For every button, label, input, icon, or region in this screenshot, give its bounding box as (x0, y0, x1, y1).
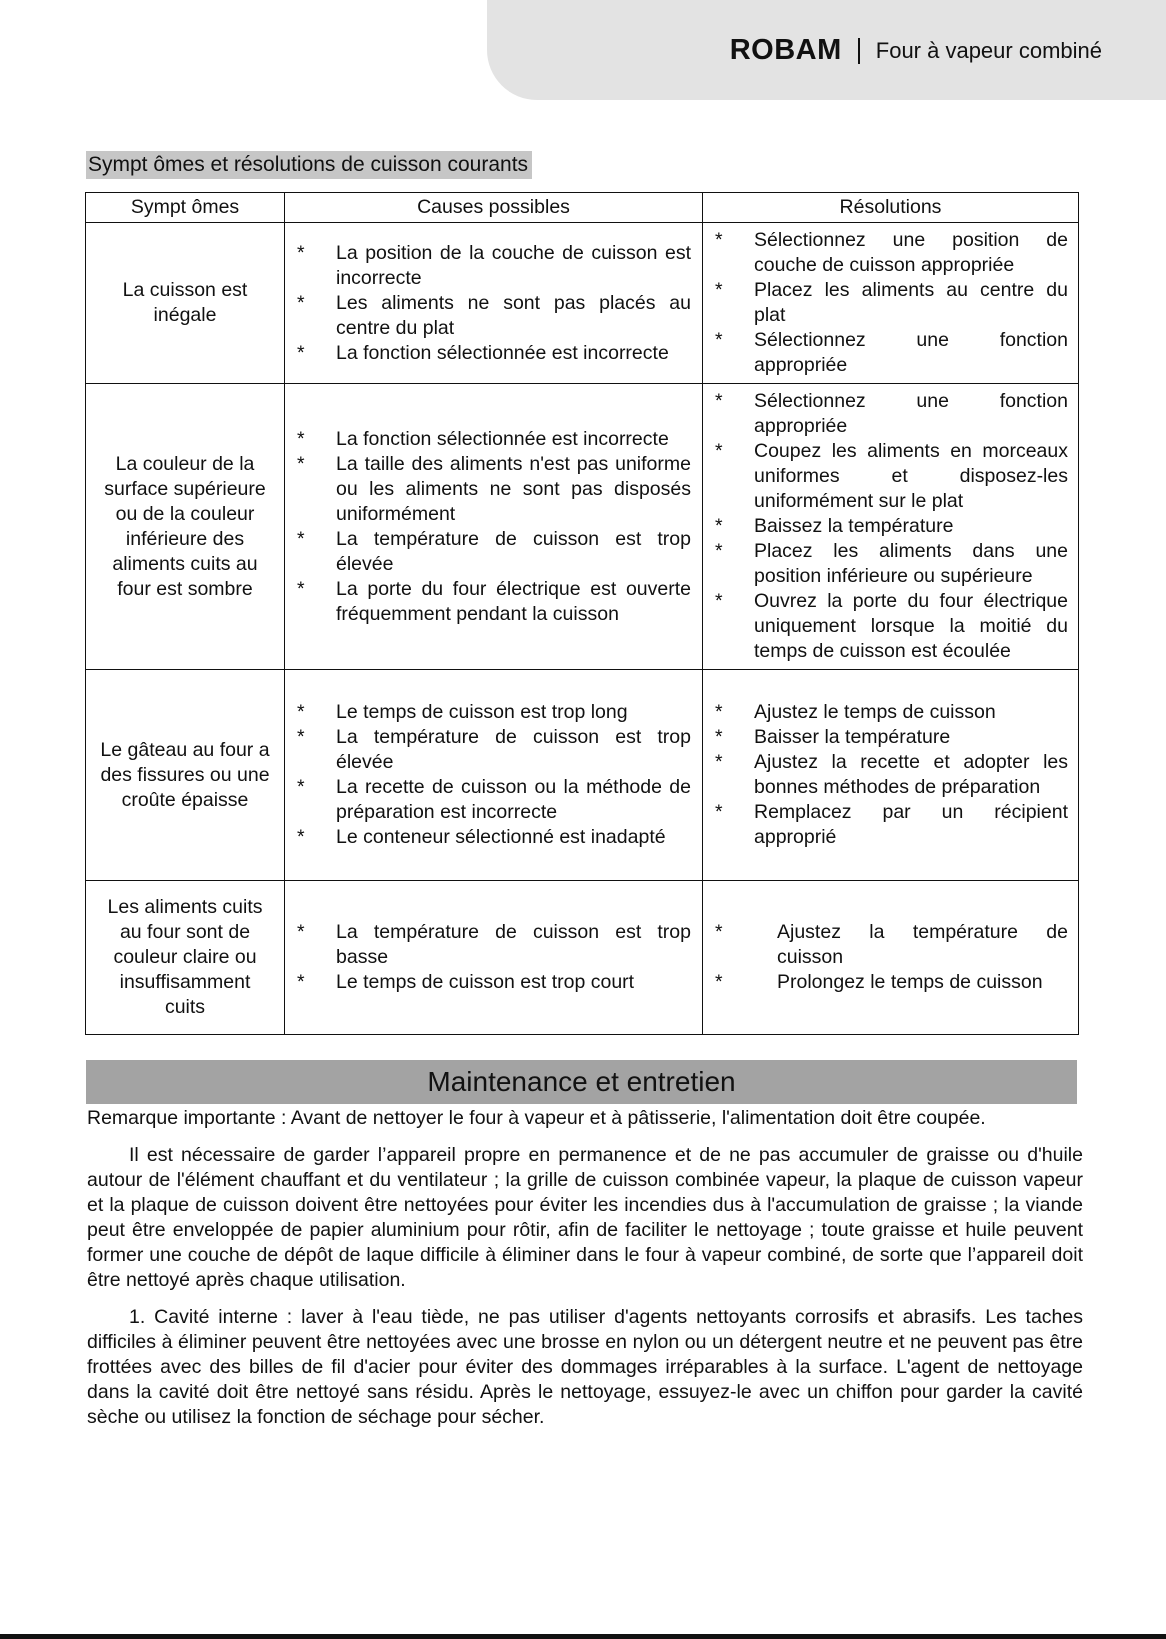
maintenance-paragraph-1: Il est nécessaire de garder l’appareil propre en permanence et de ne pas accumuler de graisse ou d'huile autour de l'élément chauffant et du ventilateur ; la grille de cuisson combinée vapeur, la plaque de cuisson vapeur et la plaque de cuisson doivent être nettoyées pour éviter les incendies dus à l'accumulation de graisse ; la viande peut être enveloppée de papier aluminium pour rôtir, afin de faciliter le nettoyage ; toute graisse et huile peuvent former une couche de dépôt de laque difficile à éliminer dans le four à vapeur combiné, de sorte que l’appareil doit être nettoyé après chaque utilisation. (87, 1144, 1083, 1291)
cause-text: Le temps de cuisson est trop court (336, 971, 635, 993)
product-name: Four à vapeur combiné (875, 37, 1102, 63)
list-item (297, 700, 691, 725)
bullet-asterisk: * (715, 921, 723, 943)
list-item (297, 527, 691, 577)
bullet-asterisk: * (715, 590, 723, 612)
resolution-text: Ouvrez la porte du four électrique uniquement lorsque la moitié du temps de cuisson est écoulée (754, 590, 1068, 662)
bullet-asterisk: * (715, 279, 723, 301)
bullet-asterisk: * (715, 726, 723, 748)
resolution-text: Ajustez la recette et adopter les bonnes méthodes de préparation (754, 751, 1068, 798)
brand-header (730, 34, 1102, 67)
maintenance-note: Remarque importante : Avant de nettoyer le four à vapeur et à pâtisserie, l'alimentation doit être coupée. (87, 1107, 986, 1129)
list-item (297, 725, 691, 775)
bullet-asterisk: * (715, 329, 723, 351)
resolution-text: Baisser la température (754, 726, 951, 748)
cause-text: La porte du four électrique est ouverte fréquemment pendant la cuisson (336, 577, 691, 625)
list-item (715, 970, 1068, 995)
list-item (715, 539, 1068, 589)
bullet-asterisk: * (297, 291, 305, 314)
bullet-asterisk: * (297, 701, 305, 723)
bullet-asterisk: * (297, 241, 305, 264)
resolution-text: Remplacez par un récipient approprié (754, 801, 1068, 848)
table-header-row (86, 193, 1079, 223)
cause-text: La température de cuisson est trop élevée (336, 726, 691, 773)
list-item (715, 514, 1068, 539)
resolutions-list (715, 389, 1068, 664)
resolution-text: Sélectionnez une fonction appropriée (754, 329, 1068, 376)
bullet-asterisk: * (715, 540, 723, 562)
resolution-text: Baissez la température (754, 515, 954, 537)
resolution-text: Coupez les aliments en morceaux uniformes et disposez-les uniformément sur le plat (754, 440, 1068, 512)
table-body (86, 223, 1079, 1035)
list-item (715, 700, 1068, 725)
brand-logo: ROBAM (729, 34, 842, 66)
bullet-asterisk: * (297, 341, 305, 364)
list-item (297, 427, 691, 452)
bullet-asterisk: * (715, 971, 723, 993)
bullet-asterisk: * (297, 527, 305, 550)
maintenance-paragraph-2: 1. Cavité interne : laver à l'eau tiède, ne pas utiliser d'agents nettoyants corrosifs et abrasifs. Les taches difficiles à éliminer peuvent être nettoyées avec une brosse en nylon ou un détergent neutre et ne peuvent pas être frottées avec des billes de fil d'acier pour éviter des dommages irréparables à la surface. L'agent de nettoyage dans la cavité doit être nettoyé sans résidu. Après le nettoyage, essuyez-le avec un chiffon pour garder la cavité sèche ou utilisez la fonction de séchage pour sécher. (87, 1306, 1083, 1428)
table-row (86, 223, 1079, 384)
resolutions-cell (703, 223, 1079, 384)
bullet-asterisk: * (297, 971, 305, 993)
causes-cell (285, 223, 703, 384)
list-item (715, 439, 1068, 514)
list-item (715, 589, 1068, 664)
causes-cell (285, 384, 703, 670)
list-item (297, 970, 691, 995)
list-item (715, 800, 1068, 850)
resolutions-list (715, 920, 1068, 995)
causes-cell (285, 881, 703, 1035)
bullet-asterisk: * (715, 229, 723, 251)
bullet-asterisk: * (715, 440, 723, 462)
list-item (297, 341, 691, 366)
list-item (297, 241, 691, 291)
cause-text: La fonction sélectionnée est incorrecte (336, 341, 669, 364)
resolutions-cell (703, 670, 1079, 881)
bullet-asterisk: * (297, 921, 305, 943)
list-item (297, 291, 691, 341)
maintenance-title: Maintenance et entretien (86, 1060, 1077, 1104)
table-row (86, 881, 1079, 1035)
list-item (715, 328, 1068, 378)
list-item (297, 577, 691, 627)
list-item (297, 920, 691, 970)
list-item (715, 750, 1068, 800)
cause-text: Les aliments ne sont pas placés au centre du plat (336, 291, 691, 339)
bullet-asterisk: * (297, 577, 305, 600)
resolution-text: Placez les aliments dans une position inférieure ou supérieure (754, 540, 1068, 587)
causes-list (297, 427, 691, 627)
cause-text: Le conteneur sélectionné est inadapté (336, 826, 666, 848)
causes-list (297, 700, 691, 850)
header-tab (487, 0, 1166, 100)
bullet-asterisk: * (715, 701, 723, 723)
list-item (715, 228, 1068, 278)
bottom-rule (0, 1634, 1166, 1639)
bullet-asterisk: * (297, 776, 305, 798)
resolution-text: Placez les aliments au centre du plat (754, 279, 1068, 326)
symptom-cell: La cuisson est inégale (86, 223, 285, 384)
symptom-cell: Le gâteau au four a des fissures ou une croûte épaisse (86, 670, 285, 881)
causes-cell (285, 670, 703, 881)
cause-text: La température de cuisson est trop basse (336, 921, 691, 968)
resolution-text: Sélectionnez une position de couche de cuisson appropriée (754, 229, 1068, 276)
list-item (715, 725, 1068, 750)
troubleshooting-table (85, 192, 1079, 1035)
causes-list (297, 920, 691, 995)
bullet-asterisk: * (297, 427, 305, 450)
brand-separator (858, 38, 860, 64)
table-row (86, 384, 1079, 670)
bullet-asterisk: * (297, 452, 305, 475)
resolutions-list (715, 700, 1068, 850)
cause-text: La taille des aliments n'est pas uniforme ou les aliments ne sont pas disposés uniformément (336, 452, 691, 525)
resolutions-cell (703, 881, 1079, 1035)
cause-text: La position de la couche de cuisson est incorrecte (336, 241, 691, 289)
section-title: Sympt ômes et résolutions de cuisson courants (86, 151, 532, 179)
bullet-asterisk: * (715, 751, 723, 773)
bullet-asterisk: * (715, 515, 723, 537)
list-item (715, 278, 1068, 328)
cause-text: La recette de cuisson ou la méthode de préparation est incorrecte (336, 776, 691, 823)
header-causes: Causes possibles (285, 193, 703, 223)
cause-text: La température de cuisson est trop élevée (336, 527, 691, 575)
resolution-text: Ajustez la température de cuisson (777, 921, 1068, 968)
resolution-text: Ajustez le temps de cuisson (754, 701, 996, 723)
resolutions-list (715, 228, 1068, 378)
causes-list (297, 241, 691, 366)
list-item (715, 920, 1068, 970)
resolution-text: Prolongez le temps de cuisson (777, 971, 1043, 993)
cause-text: Le temps de cuisson est trop long (336, 701, 628, 723)
header-symptoms: Sympt ômes (86, 193, 285, 223)
resolution-text: Sélectionnez une fonction appropriée (754, 390, 1068, 437)
list-item (297, 452, 691, 527)
list-item (715, 389, 1068, 439)
cause-text: La fonction sélectionnée est incorrecte (336, 427, 669, 450)
bullet-asterisk: * (715, 390, 723, 412)
symptom-cell: La couleur de la surface supérieure ou de la couleur inférieure des aliments cuits au four est sombre (86, 384, 285, 670)
bullet-asterisk: * (297, 726, 305, 748)
list-item (297, 775, 691, 825)
bullet-asterisk: * (297, 826, 305, 848)
list-item (297, 825, 691, 850)
bullet-asterisk: * (715, 801, 723, 823)
table-row (86, 670, 1079, 881)
header-resolutions: Résolutions (703, 193, 1079, 223)
symptom-cell: Les aliments cuits au four sont de couleur claire ou insuffisamment cuits (86, 881, 285, 1035)
resolutions-cell (703, 384, 1079, 670)
